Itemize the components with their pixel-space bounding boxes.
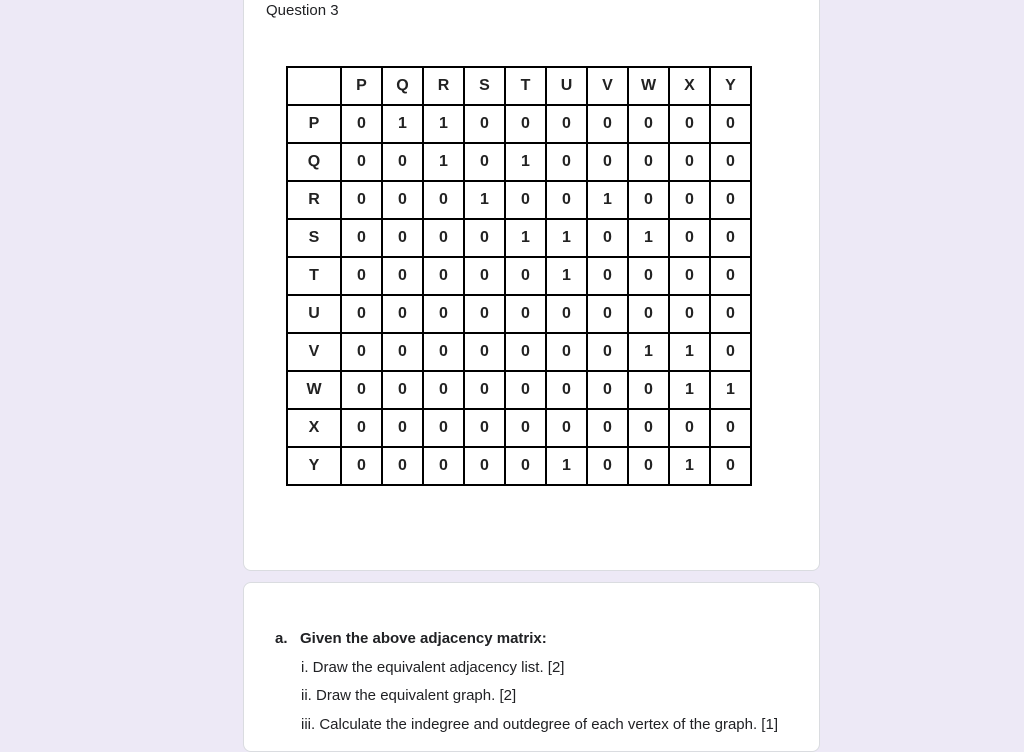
matrix-cell: 1 (546, 447, 587, 485)
matrix-cell: 1 (423, 143, 464, 181)
matrix-cell: 0 (669, 257, 710, 295)
matrix-column-header: R (423, 67, 464, 105)
matrix-cell: 0 (341, 105, 382, 143)
matrix-cell: 0 (423, 257, 464, 295)
matrix-cell: 0 (628, 371, 669, 409)
question-card (243, 0, 820, 571)
matrix-cell: 0 (464, 219, 505, 257)
matrix-column-header: V (587, 67, 628, 105)
matrix-cell: 0 (382, 409, 423, 447)
matrix-cell: 0 (505, 371, 546, 409)
matrix-cell: 0 (546, 333, 587, 371)
matrix-cell: 0 (505, 409, 546, 447)
matrix-cell: 0 (464, 105, 505, 143)
matrix-cell: 0 (382, 219, 423, 257)
part-a-item: i. Draw the equivalent adjacency list. [2] (301, 659, 565, 676)
question-title: Question 3 (266, 2, 339, 19)
matrix-cell: 0 (628, 143, 669, 181)
matrix-cell: 0 (710, 295, 751, 333)
matrix-cell: 0 (587, 219, 628, 257)
matrix-cell: 0 (505, 447, 546, 485)
matrix-header-row (287, 67, 751, 105)
matrix-cell: 0 (587, 333, 628, 371)
matrix-cell: 1 (505, 219, 546, 257)
matrix-cell: 0 (382, 447, 423, 485)
part-a-letter: a. (275, 630, 288, 647)
matrix-row-header: S (287, 219, 341, 257)
matrix-cell: 1 (669, 333, 710, 371)
part-a-item: iii. Calculate the indegree and outdegree of each vertex of the graph. [1] (301, 716, 778, 733)
matrix-cell: 1 (382, 105, 423, 143)
matrix-column-header: Q (382, 67, 423, 105)
matrix-cell: 1 (505, 143, 546, 181)
matrix-cell: 0 (587, 257, 628, 295)
matrix-cell: 0 (341, 295, 382, 333)
matrix-cell: 0 (710, 143, 751, 181)
matrix-row (287, 181, 751, 219)
matrix-row (287, 143, 751, 181)
matrix-cell: 0 (505, 181, 546, 219)
matrix-cell: 0 (341, 143, 382, 181)
matrix-cell: 0 (628, 181, 669, 219)
matrix-cell: 1 (423, 105, 464, 143)
matrix-cell: 0 (341, 181, 382, 219)
matrix-cell: 1 (669, 371, 710, 409)
matrix-row-header: R (287, 181, 341, 219)
matrix-cell: 0 (464, 371, 505, 409)
matrix-cell: 1 (587, 181, 628, 219)
matrix-cell: 0 (464, 333, 505, 371)
matrix-cell: 0 (464, 447, 505, 485)
matrix-cell: 0 (546, 409, 587, 447)
matrix-cell: 0 (546, 143, 587, 181)
matrix-cell: 0 (628, 295, 669, 333)
matrix-row (287, 371, 751, 409)
matrix-cell: 0 (587, 447, 628, 485)
matrix-cell: 0 (505, 333, 546, 371)
matrix-row-header: V (287, 333, 341, 371)
matrix-cell: 0 (464, 409, 505, 447)
matrix-row (287, 333, 751, 371)
matrix-cell: 0 (710, 219, 751, 257)
matrix-cell: 0 (464, 257, 505, 295)
matrix-cell: 0 (423, 409, 464, 447)
matrix-cell: 0 (382, 181, 423, 219)
matrix-column-header: P (341, 67, 382, 105)
matrix-cell: 0 (382, 371, 423, 409)
matrix-cell: 0 (505, 257, 546, 295)
matrix-row (287, 257, 751, 295)
matrix-cell: 0 (587, 409, 628, 447)
matrix-cell: 1 (669, 447, 710, 485)
matrix-cell: 0 (341, 333, 382, 371)
matrix-cell: 0 (669, 181, 710, 219)
matrix-cell: 0 (628, 105, 669, 143)
matrix-cell: 1 (710, 371, 751, 409)
matrix-cell: 0 (628, 257, 669, 295)
matrix-row (287, 105, 751, 143)
matrix-cell: 0 (423, 295, 464, 333)
matrix-cell: 0 (587, 371, 628, 409)
matrix-row-header: Q (287, 143, 341, 181)
matrix-cell: 1 (628, 219, 669, 257)
matrix-cell: 1 (628, 333, 669, 371)
matrix-column-header: U (546, 67, 587, 105)
matrix-cell: 0 (382, 257, 423, 295)
matrix-cell: 0 (546, 295, 587, 333)
matrix-cell: 0 (587, 105, 628, 143)
matrix-cell: 0 (423, 447, 464, 485)
matrix-column-header: Y (710, 67, 751, 105)
matrix-cell: 0 (669, 295, 710, 333)
matrix-cell: 0 (669, 143, 710, 181)
matrix-cell: 0 (546, 181, 587, 219)
matrix-cell: 1 (546, 219, 587, 257)
matrix-cell: 0 (423, 333, 464, 371)
matrix-cell: 0 (382, 143, 423, 181)
matrix-corner-cell (287, 67, 341, 105)
matrix-cell: 0 (423, 371, 464, 409)
adjacency-matrix-table (286, 66, 752, 486)
matrix-column-header: W (628, 67, 669, 105)
matrix-cell: 0 (341, 447, 382, 485)
matrix-cell: 0 (382, 333, 423, 371)
matrix-cell: 0 (710, 447, 751, 485)
matrix-cell: 0 (710, 181, 751, 219)
matrix-cell: 0 (341, 409, 382, 447)
matrix-row-header: T (287, 257, 341, 295)
matrix-cell: 0 (505, 295, 546, 333)
matrix-cell: 1 (546, 257, 587, 295)
matrix-cell: 0 (710, 333, 751, 371)
matrix-cell: 0 (423, 181, 464, 219)
matrix-row-header: U (287, 295, 341, 333)
part-a-item: ii. Draw the equivalent graph. [2] (301, 687, 517, 704)
part-a-heading (275, 630, 547, 647)
matrix-cell: 0 (341, 257, 382, 295)
matrix-cell: 0 (341, 371, 382, 409)
matrix-cell: 0 (628, 409, 669, 447)
instructions-card (243, 582, 820, 752)
matrix-row (287, 409, 751, 447)
matrix-cell: 0 (382, 295, 423, 333)
matrix-row-header: P (287, 105, 341, 143)
matrix-cell: 0 (505, 105, 546, 143)
matrix-row (287, 447, 751, 485)
matrix-cell: 0 (341, 219, 382, 257)
matrix-row-header: W (287, 371, 341, 409)
matrix-cell: 0 (423, 219, 464, 257)
matrix-row (287, 219, 751, 257)
matrix-cell: 0 (710, 409, 751, 447)
matrix-column-header: X (669, 67, 710, 105)
matrix-cell: 0 (587, 295, 628, 333)
matrix-cell: 0 (669, 105, 710, 143)
matrix-cell: 0 (628, 447, 669, 485)
matrix-column-header: S (464, 67, 505, 105)
matrix-cell: 0 (464, 295, 505, 333)
matrix-row-header: Y (287, 447, 341, 485)
matrix-cell: 0 (669, 219, 710, 257)
part-a-heading-text: Given the above adjacency matrix: (300, 630, 547, 647)
matrix-cell: 1 (464, 181, 505, 219)
matrix-cell: 0 (546, 105, 587, 143)
matrix-row (287, 295, 751, 333)
matrix-cell: 0 (464, 143, 505, 181)
matrix-cell: 0 (710, 257, 751, 295)
matrix-row-header: X (287, 409, 341, 447)
matrix-cell: 0 (546, 371, 587, 409)
matrix-column-header: T (505, 67, 546, 105)
matrix-cell: 0 (669, 409, 710, 447)
matrix-cell: 0 (710, 105, 751, 143)
matrix-cell: 0 (587, 143, 628, 181)
